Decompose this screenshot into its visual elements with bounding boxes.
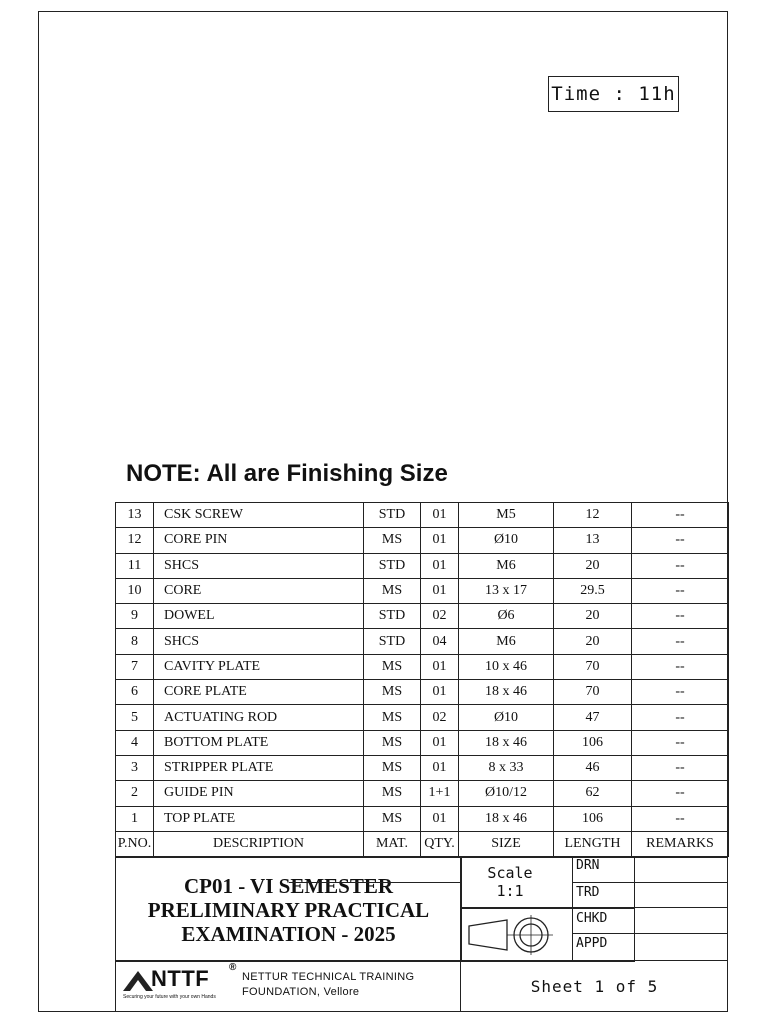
cell-remarks: -- — [632, 553, 729, 578]
cell-size: 18 x 46 — [459, 680, 554, 705]
cell-qty: 01 — [421, 654, 459, 679]
cell-pno: 12 — [116, 528, 154, 553]
header-size: SIZE — [459, 831, 554, 856]
cell-desc: CORE — [154, 578, 364, 603]
cell-qty: 02 — [421, 604, 459, 629]
role-chkd-label: CHKD — [576, 911, 608, 926]
org-logo-area — [115, 961, 460, 1012]
cell-remarks: -- — [632, 654, 729, 679]
cell-desc: CAVITY PLATE — [154, 654, 364, 679]
header-pno: P.NO. — [116, 831, 154, 856]
role-line-2 — [572, 907, 728, 908]
cell-mat: STD — [364, 629, 421, 654]
projection-cell — [462, 908, 635, 962]
cell-pno: 5 — [116, 705, 154, 730]
cell-mat: MS — [364, 680, 421, 705]
cell-pno: 8 — [116, 629, 154, 654]
note-text: NOTE: All are Finishing Size — [126, 460, 448, 487]
scale-cell — [462, 858, 635, 908]
cell-remarks: -- — [632, 680, 729, 705]
cell-mat: STD — [364, 553, 421, 578]
cell-qty: 02 — [421, 705, 459, 730]
cell-size: 8 x 33 — [459, 755, 554, 780]
third-angle-projection-icon — [465, 913, 555, 957]
cell-desc: DOWEL — [154, 604, 364, 629]
cell-desc: STRIPPER PLATE — [154, 755, 364, 780]
cell-desc: GUIDE PIN — [154, 781, 364, 806]
header-quantity: QTY. — [421, 831, 459, 856]
cell-pno: 4 — [116, 730, 154, 755]
cell-mat: MS — [364, 578, 421, 603]
title-line-3: EXAMINATION - 2025 — [181, 921, 396, 946]
cell-qty: 01 — [421, 528, 459, 553]
cell-qty: 01 — [421, 680, 459, 705]
cell-length: 20 — [554, 553, 632, 578]
table-header-row — [116, 831, 729, 856]
cell-mat: MS — [364, 755, 421, 780]
cell-remarks: -- — [632, 604, 729, 629]
org-logo-text: NTTF — [151, 966, 210, 991]
cell-desc: CORE PLATE — [154, 680, 364, 705]
cell-length: 62 — [554, 781, 632, 806]
cell-length: 46 — [554, 755, 632, 780]
table-row — [116, 730, 729, 755]
cell-pno: 7 — [116, 654, 154, 679]
table-row — [116, 629, 729, 654]
role-drn-label: DRN — [576, 858, 600, 873]
cell-qty: 01 — [421, 503, 459, 528]
cell-qty: 01 — [421, 730, 459, 755]
header-remarks: REMARKS — [632, 831, 729, 856]
cell-size: M6 — [459, 553, 554, 578]
cell-length: 29.5 — [554, 578, 632, 603]
cell-size: Ø10 — [459, 528, 554, 553]
cell-length: 106 — [554, 730, 632, 755]
cell-mat: MS — [364, 806, 421, 831]
cell-mat: STD — [364, 604, 421, 629]
cell-size: 13 x 17 — [459, 578, 554, 603]
cell-qty: 01 — [421, 553, 459, 578]
table-row — [116, 578, 729, 603]
role-appd-label: APPD — [576, 936, 608, 951]
cell-remarks: -- — [632, 503, 729, 528]
cell-size: Ø6 — [459, 604, 554, 629]
cell-length: 13 — [554, 528, 632, 553]
scale-bottom-line — [460, 907, 572, 908]
cell-length: 12 — [554, 503, 632, 528]
org-name-line-1: NETTUR TECHNICAL TRAINING — [242, 971, 415, 983]
cell-size: Ø10/12 — [459, 781, 554, 806]
cell-mat: MS — [364, 730, 421, 755]
cell-remarks: -- — [632, 781, 729, 806]
table-row — [116, 528, 729, 553]
table-row — [116, 680, 729, 705]
cell-length: 106 — [554, 806, 632, 831]
cell-pno: 6 — [116, 680, 154, 705]
cell-pno: 9 — [116, 604, 154, 629]
cell-desc: BOTTOM PLATE — [154, 730, 364, 755]
title-line-2: PRELIMINARY PRACTICAL — [147, 897, 430, 922]
header-length: LENGTH — [554, 831, 632, 856]
cell-qty: 1+1 — [421, 781, 459, 806]
cell-desc: CSK SCREW — [154, 503, 364, 528]
table-row — [116, 781, 729, 806]
cell-size: Ø10 — [459, 705, 554, 730]
cell-mat: MS — [364, 705, 421, 730]
role-trd-label: TRD — [576, 885, 600, 900]
role-label-divider — [572, 857, 573, 961]
cell-desc: CORE PIN — [154, 528, 364, 553]
cell-desc: SHCS — [154, 553, 364, 578]
cell-size: 10 x 46 — [459, 654, 554, 679]
cell-size: 18 x 46 — [459, 730, 554, 755]
role-line-1 — [572, 882, 728, 883]
cell-remarks: -- — [632, 528, 729, 553]
cell-size: M6 — [459, 629, 554, 654]
table-row — [116, 705, 729, 730]
scale-value: 1:1 — [496, 882, 524, 900]
cell-desc: ACTUATING ROD — [154, 705, 364, 730]
role-drn — [289, 858, 462, 883]
time-label: Time : 11h — [548, 76, 679, 112]
cell-length: 47 — [554, 705, 632, 730]
cell-qty: 01 — [421, 578, 459, 603]
cell-pno: 13 — [116, 503, 154, 528]
cell-desc: TOP PLATE — [154, 806, 364, 831]
cell-pno: 3 — [116, 755, 154, 780]
cell-pno: 1 — [116, 806, 154, 831]
table-row — [116, 503, 729, 528]
cell-mat: MS — [364, 528, 421, 553]
scale-label: Scale — [487, 864, 533, 882]
cell-mat: STD — [364, 503, 421, 528]
cell-pno: 11 — [116, 553, 154, 578]
cell-remarks: -- — [632, 705, 729, 730]
cell-length: 20 — [554, 629, 632, 654]
cell-size: M5 — [459, 503, 554, 528]
cell-qty: 01 — [421, 755, 459, 780]
cell-desc: SHCS — [154, 629, 364, 654]
cell-mat: MS — [364, 781, 421, 806]
table-row — [116, 755, 729, 780]
cell-remarks: -- — [632, 578, 729, 603]
org-tagline: Securing your future with your own Hands — [123, 994, 216, 1000]
table-row — [116, 806, 729, 831]
role-line-3 — [572, 933, 728, 934]
cell-size: 18 x 46 — [459, 806, 554, 831]
cell-length: 70 — [554, 654, 632, 679]
cell-pno: 10 — [116, 578, 154, 603]
cell-remarks: -- — [632, 755, 729, 780]
nttf-logo-icon — [123, 969, 153, 993]
cell-remarks: -- — [632, 629, 729, 654]
org-registered-mark: ® — [229, 962, 237, 973]
cell-remarks: -- — [632, 806, 729, 831]
cell-remarks: -- — [632, 730, 729, 755]
table-row — [116, 654, 729, 679]
cell-length: 20 — [554, 604, 632, 629]
cell-length: 70 — [554, 680, 632, 705]
org-name-line-2: FOUNDATION, Vellore — [242, 986, 360, 998]
org-name — [242, 970, 414, 1000]
table-row — [116, 553, 729, 578]
parts-list-table — [115, 502, 729, 857]
title-line-1: CP01 - VI SEMESTER — [183, 873, 394, 898]
table-row — [116, 604, 729, 629]
header-description: DESCRIPTION — [154, 831, 364, 856]
header-material: MAT. — [364, 831, 421, 856]
cell-pno: 2 — [116, 781, 154, 806]
cell-qty: 01 — [421, 806, 459, 831]
cell-mat: MS — [364, 654, 421, 679]
sheet-number: Sheet 1 of 5 — [530, 977, 659, 996]
cell-qty: 04 — [421, 629, 459, 654]
